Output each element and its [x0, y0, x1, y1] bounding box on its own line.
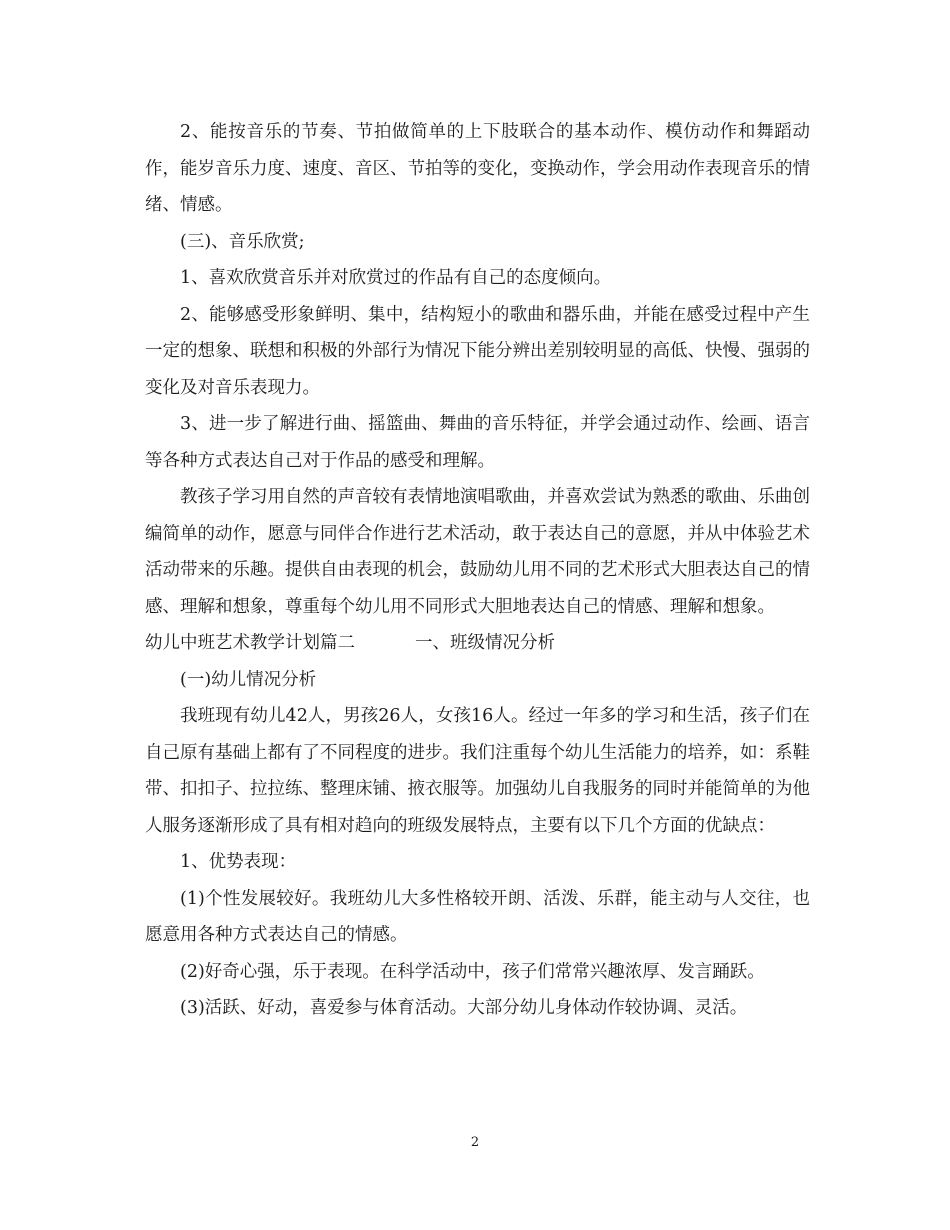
document-body [145, 114, 810, 1027]
paragraph: 1、优势表现： [180, 852, 297, 872]
paragraph: 我班现有幼儿42人，男孩26人，女孩16人。经过一年多的学习和生活，孩子们在自己原有基础上都有了不同程度的进步。我们注重每个幼儿生活能力的培养，如：系鞋带、扣扣子、拉拉练、整理床铺、掖衣服等。加强幼儿自我服务的同时并能简单的为他人服务逐渐形成了具有相对趋向的班级发展特点，主要有以下几个方面的优缺点： [145, 706, 810, 836]
paragraph: 3、进一步了解进行曲、摇篮曲、舞曲的音乐特征，并学会通过动作、绘画、语言等各种方式表达自己对于作品的感受和理解。 [145, 414, 810, 471]
section-subtitle: 一、班级情况分析 [415, 633, 555, 653]
paragraph: (三)、音乐欣赏; [180, 231, 305, 252]
paragraph: (一)幼儿情况分析 [180, 669, 317, 690]
section-title: 幼儿中班艺术教学计划篇二 [145, 633, 355, 653]
section-heading [145, 625, 810, 662]
page-number: 2 [470, 1135, 480, 1150]
paragraph: 1、喜欢欣赏音乐并对欣赏过的作品有自己的态度倾向。 [180, 268, 612, 288]
paragraph: (3)活跃、好动，喜爱参与体育活动。大部分幼儿身体动作较协调、灵活。 [180, 998, 748, 1018]
paragraph: 2、能够感受形象鲜明、集中，结构短小的歌曲和器乐曲，并能在感受过程中产生一定的想象、联想和积极的外部行为情况下能分辨出差别较明显的高低、快慢、强弱的变化及对音乐表现力。 [145, 304, 810, 398]
paragraph: (2)好奇心强，乐于表现。在科学活动中，孩子们常常兴趣浓厚、发言踊跃。 [180, 961, 765, 982]
paragraph: 教孩子学习用自然的声音较有表情地演唱歌曲，并喜欢尝试为熟悉的歌曲、乐曲创编简单的动作，愿意与同伴合作进行艺术活动，敢于表达自己的意愿，并从中体验艺术活动带来的乐趣。提供自由表现的机会，鼓励幼儿用不同的艺术形式大胆表达自己的情感、理解和想象，尊重每个幼儿用不同形式大胆地表达自己的情感、理解和想象。 [145, 487, 810, 617]
paragraph: 2、能按音乐的节奏、节拍做简单的上下肢联合的基本动作、模仿动作和舞蹈动作，能岁音乐力度、速度、音区、节拍等的变化，变换动作，学会用动作表现音乐的情绪、情感。 [145, 122, 810, 215]
paragraph: (1)个性发展较好。我班幼儿大多性格较开朗、活泼、乐群，能主动与人交往，也愿意用各种方式表达自己的情感。 [145, 888, 810, 945]
